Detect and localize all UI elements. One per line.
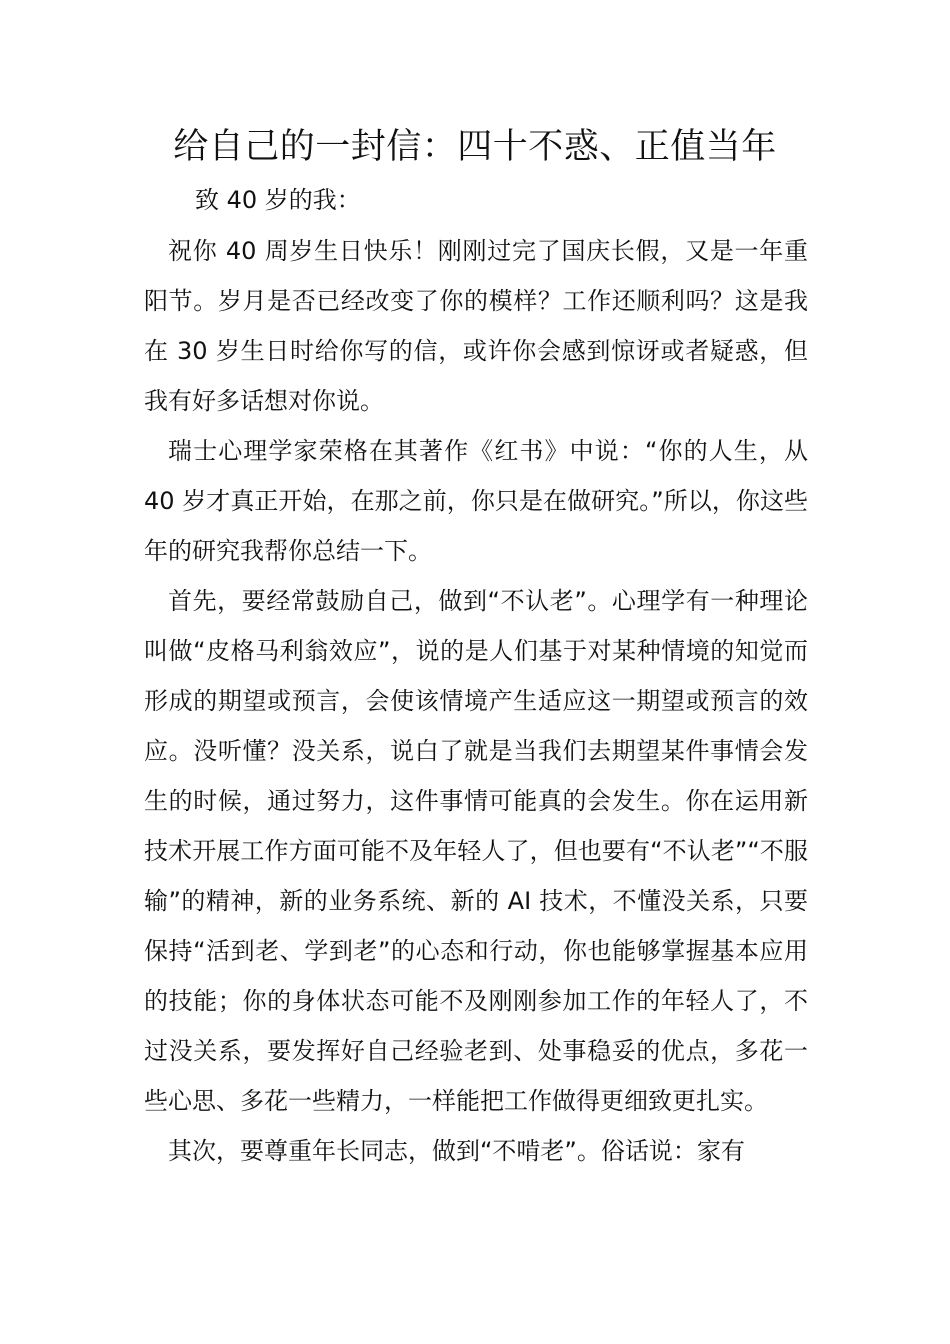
salutation: 致 40 岁的我： bbox=[195, 186, 361, 214]
letter-body bbox=[144, 226, 808, 1176]
paragraph-jung-quote: 瑞士心理学家荣格在其著作《红书》中说：“你的人生，从 40 岁才真正开始，在那之前，你只是在做研究。”所以，你这些年的研究我帮你总结一下。 bbox=[144, 437, 808, 565]
paragraph-birthday-greeting: 祝你 40 周岁生日快乐！刚刚过完了国庆长假，又是一年重阳节。岁月是否已经改变了你的模样？工作还顺利吗？这是我在 30 岁生日时给你写的信，或许你会感到惊讶或者疑惑，但我有好多话想对你说。 bbox=[144, 237, 808, 415]
paragraph-first-point: 首先，要经常鼓励自己，做到“不认老”。心理学有一种理论叫做“皮格马利翁效应”，说的是人们基于对某种情境的知觉而形成的期望或预言，会使该情境产生适应这一期望或预言的效应。没听懂？没关系，说白了就是当我们去期望某件事情会发生的时候，通过努力，这件事情可能真的会发生。你在运用新技术开展工作方面可能不及年轻人了，但也要有“不认老”“不服输”的精神，新的业务系统、新的 AI 技术，不懂没关系，只要保持“活到老、学到老”的心态和行动，你也能够掌握基本应用的技能；你的身体状态可能不及刚刚参加工作的年轻人了，不过没关系，要发挥好自己经验老到、处事稳妥的优点，多花一些心思、多花一些精力，一样能把工作做得更细致更扎实。 bbox=[144, 587, 808, 1115]
document-title: 给自己的一封信：四十不惑、正值当年 bbox=[173, 127, 777, 167]
paragraph-second-point: 其次，要尊重年长同志，做到“不啃老”。俗话说：家有 bbox=[168, 1137, 745, 1165]
